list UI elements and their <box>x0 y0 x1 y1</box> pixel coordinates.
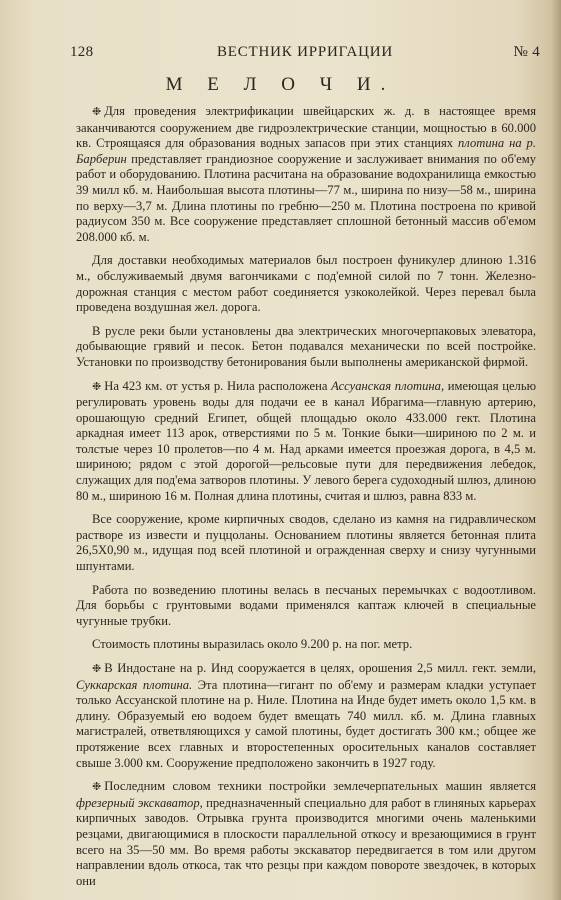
page-header <box>70 44 540 64</box>
asterisk-ornament-icon: ❉ <box>92 663 102 675</box>
paragraph-swiss-dam: ❉ Для проведения электрификации швейцарских ж. д. в настоящее время заканчиваются сооружением две гидроэлектрические станции, мощностью в 60.000 кв. Строящаяся для образования водных запасов при этих станциях плотина на р. Барберин представляет грандиозное сооружение и заслуживает внимания по об'ему работ и оборудованию. Плотина расчитана на образование водохранилища емкостью 39 милл кб. м. Наибольшая высота плотины—77 м., ширина по низу—58 м., ширина по верху—3,7 м. Длина плотины по гребню—250 м. Плотина построена по кривой радиусом 350 м. Все сооружение представляет сплошной бетонный массив об'емом 208.000 кб. м. <box>76 104 536 244</box>
paragraph-construction: Все сооружение, кроме кирпичных сводов, сделано из камня на гидравлическом растворе из извести и пуццоланы. Основанием плотины является бетонная плита 26,5Х0,90 м., идущая под всей плотиной и огражденная сверху и снизу чугунными шпунтами. <box>76 512 536 574</box>
paragraph-excavator: ❉ Последним словом техники постройки землечерпательных машин является фрезерный экскаватор, предназначенный специально для работ в глиняных карьерах кирпичных заводов. Отрывка грунта производится многими очень маленькими резцами, двигающимися в плоскости параллельной откосу и врезающимися в грунт всего на 35—50 мм. Во время работы экскаватор передвигается в том или другом направлении вдоль откоса, так что резцы при каждом повороте звездочек, в которых они <box>76 779 536 888</box>
asterisk-ornament-icon: ❉ <box>92 781 102 794</box>
journal-title: ВЕСТНИК ИРРИГАЦИИ <box>216 44 394 60</box>
paragraph-funicular: Для доставки необходимых материалов был построен фуникулер длиною 1.316 м., обслуживаемый двумя вагончиками с под'емной силой по 7 тонн. Железно-дорожная станция с местом работ соединяется узкоколейкой. Через перевал была проведена воздушная жел. дорога. <box>76 253 536 315</box>
page-edge-shadow <box>551 0 561 900</box>
issue-number: № 4 <box>513 44 540 60</box>
paragraph-aswan-dam: ❉ На 423 км. от устья р. Нила расположена Ассуанская плотина, имеющая целью регулировать уровень воды для подачи ее в канал Ибрагима—главную артерию, орошающую средний Египет, общей площадью около 433.000 гект. Плотина аркадная имеет 113 арок, отверстиями по 5 м. Тонкие быки—шириною по 2 м. и толстые через 10 пролетов—по 4 м. Над арками имеется проезжая дорога, в 4,5 м. шириною; рядом с этой дорогой—рельсовые пути для передвижения лебедок, служащих для под'ема затворов плотины. У левого берега судоходный шлюз, длиною 80 м., шириною 16 м. Полная длина плотины, считая и шлюз, равна 833 м. <box>76 378 536 503</box>
paragraph-cofferdams: Работа по возведению плотины велась в песчаных перемычках с водоотливом. Для борьбы с грунтовыми водами применялся каптаж ключей в специальные чугунные трубки. <box>76 582 536 628</box>
article-body <box>76 104 536 897</box>
asterisk-ornament-icon: ❉ <box>92 380 102 393</box>
section-title: М Е Л О Ч И. <box>165 74 396 95</box>
asterisk-ornament-icon: ❉ <box>92 106 102 118</box>
paragraph-cost: Стоимость плотины выразилась около 9.200 р. на пог. метр. <box>92 637 413 652</box>
paragraph-elevators: В русле реки были установлены два электрических многочерпаковых элеватора, добывающие грявий и песок. Бетон подавался механически по всей постройке. Установки по производству бетонирования были выполнены американской фирмой. <box>76 323 536 369</box>
paragraph-sukkur-dam: ❉ В Индостане на р. Инд сооружается в целях, орошения 2,5 милл. гект. земли, Суккарская плотина. Эта плотина—гигант по об'ему и размерам кладки уступает только Ассуанской плотине на р. Ниле. Плотина на Инде будет иметь около 1,5 км. в длину. Образуемый ею водоем будет вмещать 740 милл. кб. м. Длина главных магистралей, ответвляющихся у самой плотины, будет достигать 300 км.; общее же протяжение всех главных и второстепенных оросительных каналов составляет свыше 3.000 км. Сооружение предположено закончить в 1927 году. <box>76 661 537 770</box>
page-number: 128 <box>70 44 94 60</box>
